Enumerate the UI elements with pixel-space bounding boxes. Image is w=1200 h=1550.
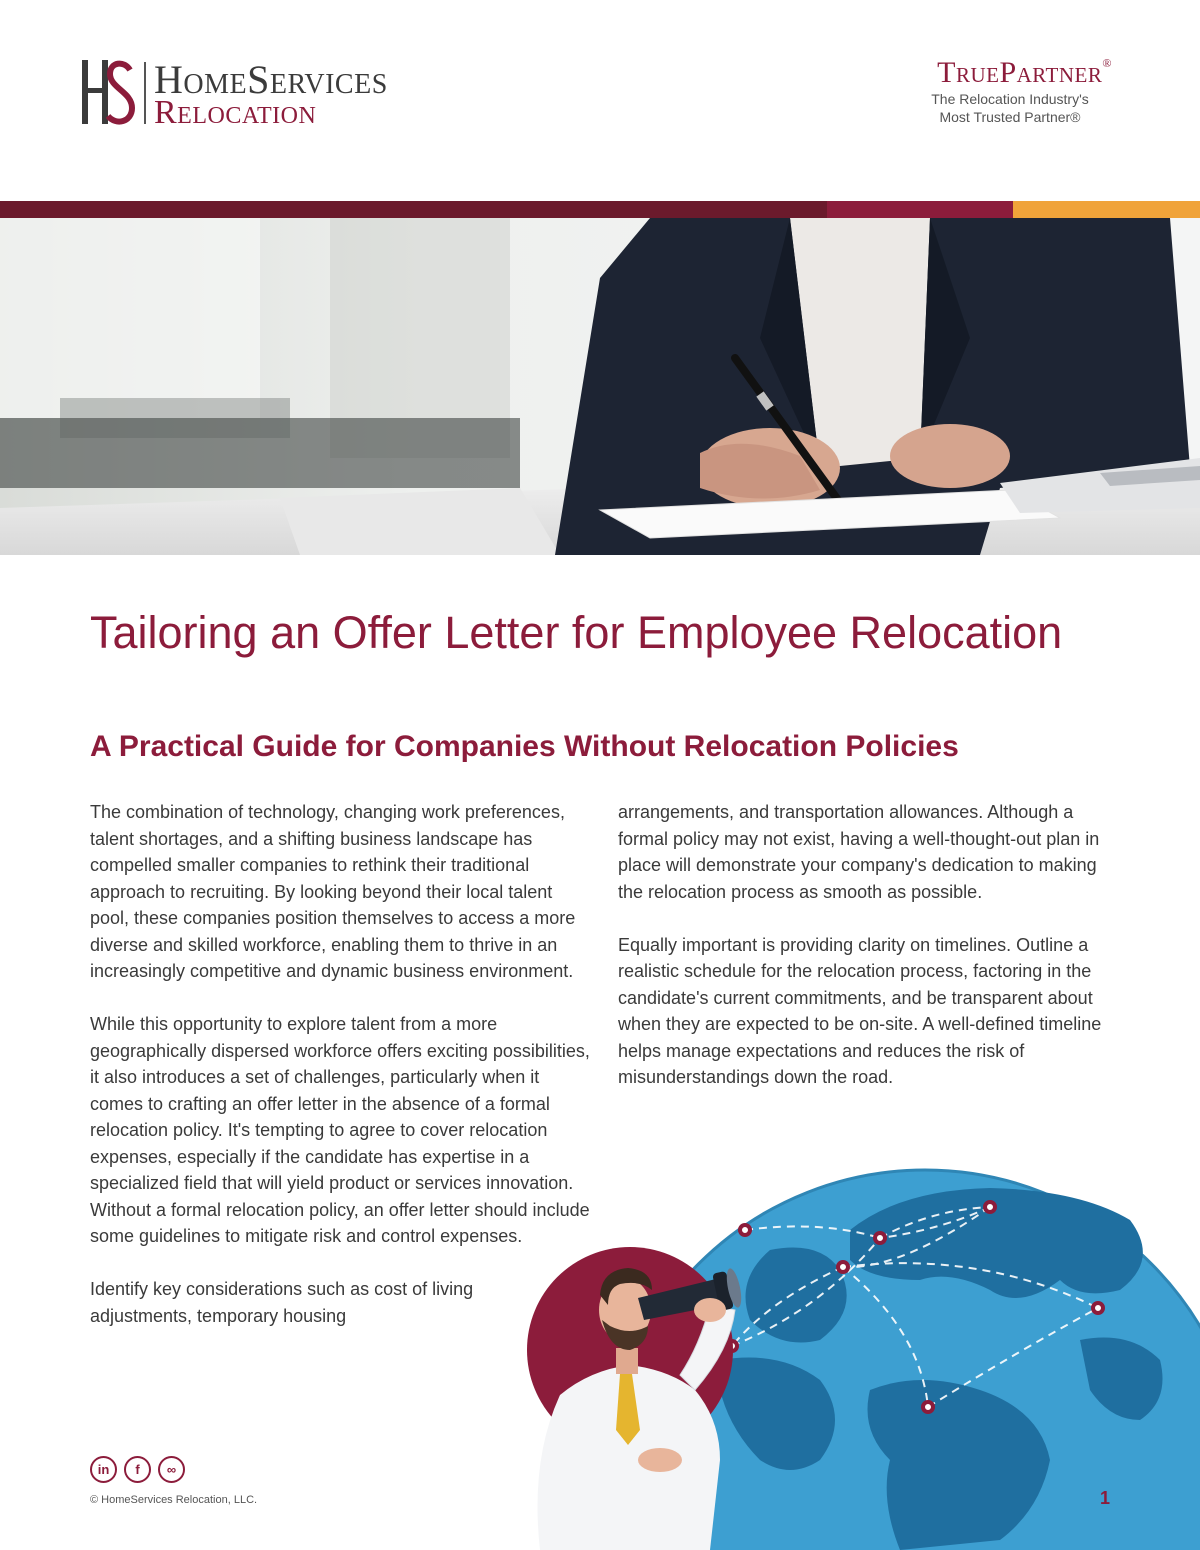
copyright-notice: © HomeServices Relocation, LLC. bbox=[90, 1494, 258, 1506]
page-title: Tailoring an Offer Letter for Employee Relocation bbox=[90, 607, 1063, 658]
logo-divider bbox=[144, 62, 146, 124]
body-paragraph: The combination of technology, changing work preferences, talent shortages, and a shifting business landscape has compelled smaller companies to rethink their traditional approach to recruiting. By looking beyond their local talent pool, these companies position themselves to access a more diverse and skilled workforce, enabling them to thrive in an increasingly competitive and dynamic business environment. bbox=[90, 802, 576, 981]
hero-photo-signing-document bbox=[0, 218, 1200, 555]
link-icon[interactable]: ∞ bbox=[158, 1456, 185, 1483]
truepartner-wordmark: TruePartner® bbox=[937, 56, 1112, 89]
body-paragraph: Equally important is providing clarity on timelines. Outline a realistic schedule for the relocation process, factoring in the candidate's current commitments, and be transparent about when they are expected to be on-site. A well-defined timeline helps manage expectations and reduces the risk of misunderstandings down the road. bbox=[618, 934, 1102, 1087]
band-segment-accent bbox=[1013, 201, 1200, 218]
truepartner-tagline-1: The Relocation Industry's bbox=[931, 91, 1089, 107]
relocation-wordmark: Relocation bbox=[154, 94, 317, 131]
body-paragraph: arrangements, and transportation allowances. Although a formal policy may not exist, having a well-thought-out plan in place will demonstrate your company's dedication to making the relocation process as smooth as possible. bbox=[618, 802, 1100, 902]
globe-spyglass-illustration bbox=[520, 1160, 1200, 1550]
band-segment-dark bbox=[0, 201, 827, 218]
body-column-right bbox=[618, 799, 1118, 1117]
linkedin-icon[interactable]: in bbox=[90, 1456, 117, 1483]
homeservices-relocation-logo bbox=[80, 58, 500, 130]
truepartner-tagline-2: Most Trusted Partner® bbox=[939, 109, 1081, 125]
body-paragraph: Identify key considerations such as cost of living adjustments, temporary housing bbox=[90, 1279, 474, 1326]
body-paragraph: While this opportunity to explore talent from a more geographically dispersed workforce offers exciting possibilities, it also introduces a set of challenges, particularly when it comes to crafting an offer letter in the absence of a formal relocation policy. It's tempting to agree to cover relocation expenses, especially if the candidate has expertise in a specialized field that will yield product or services innovation. Without a formal relocation policy, an offer letter should include some guidelines to mitigate risk and control expenses. bbox=[90, 1014, 590, 1246]
homeservices-wordmark: HomeServices bbox=[154, 57, 388, 102]
hs-monogram-icon bbox=[80, 58, 136, 128]
band-segment-brand bbox=[827, 201, 1013, 218]
social-links bbox=[90, 1456, 185, 1483]
page-subtitle: A Practical Guide for Companies Without Relocation Policies bbox=[90, 730, 959, 763]
truepartner-logo bbox=[882, 56, 1112, 126]
color-band bbox=[0, 201, 1200, 218]
facebook-icon[interactable]: f bbox=[124, 1456, 151, 1483]
page-number: 1 bbox=[1100, 1488, 1111, 1508]
